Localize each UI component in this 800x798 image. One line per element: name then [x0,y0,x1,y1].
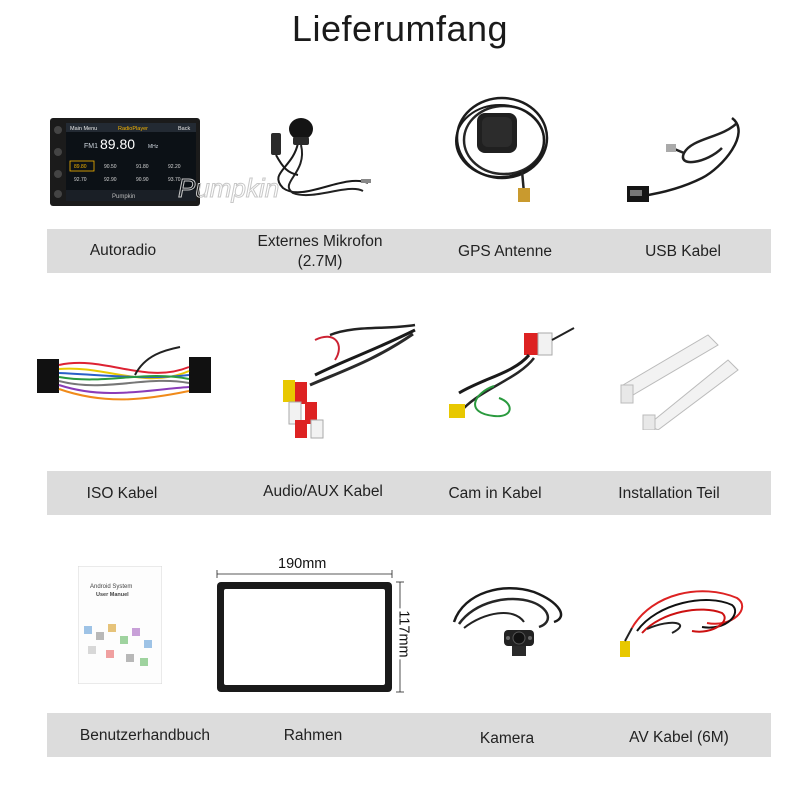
watermark-text: Pumpkin [178,173,280,203]
frame-width-label: 190mm [278,556,327,572]
radio-frequency-unit: MHz [148,144,159,150]
radio-preset-3: 91.80 [136,164,149,170]
cam-in-cable-image [444,318,584,428]
radio-brand-mark: Pumpkin [112,194,136,200]
item-label-microphone: Externes Mikrofon (2.7M) [257,233,383,270]
item-label-cam-in-cable: Cam in Kabel [448,485,542,502]
radio-player-label: RadioPlayer [118,126,148,132]
audio-aux-cable-image [275,320,425,440]
item-label-frame: Rahmen [283,727,343,744]
iso-cable-image [35,345,215,415]
frame-image [212,560,407,695]
item-label-camera: Kamera [479,730,535,747]
radio-preset-4: 92.20 [168,164,181,170]
item-label-av-cable: AV Kabel (6M) [629,729,729,746]
user-manual-image [78,566,162,684]
radio-back-label: Back [178,126,191,132]
frame-height-label: 117mm [395,610,412,658]
radio-band-label: FM1 [84,143,98,150]
item-label-installation-part: Installation Teil [618,485,720,502]
radio-preset-1: 89.80 [74,164,87,170]
radio-frequency: 89.80 [100,136,136,152]
av-cable-image [612,583,752,663]
item-label-autoradio: Autoradio [89,242,157,259]
gps-antenna-image [452,93,562,208]
item-label-iso-cable: ISO Kabel [86,485,158,502]
usb-cable-image [622,108,752,213]
item-label-user-manual: Benutzerhandbuch [79,727,211,744]
item-label-gps-antenna: GPS Antenne [458,243,552,260]
radio-preset-8: 93.70 [168,177,181,183]
radio-preset-7: 90.90 [136,177,149,183]
installation-part-image [613,330,743,430]
manual-line-2: User Manuel [96,592,129,598]
radio-preset-2: 90.50 [104,164,117,170]
radio-main-menu-label: Main Menu [70,126,98,132]
item-label-usb-cable: USB Kabel [645,243,721,260]
radio-preset-5: 92.70 [74,177,87,183]
microphone-image [263,113,373,203]
radio-preset-6: 92.90 [104,177,117,183]
manual-line-1: Android System [90,584,133,590]
camera-image [444,582,574,662]
item-label-audio-aux-cable: Audio/AUX Kabel [263,483,383,500]
page-title: Lieferumfang [291,8,509,49]
